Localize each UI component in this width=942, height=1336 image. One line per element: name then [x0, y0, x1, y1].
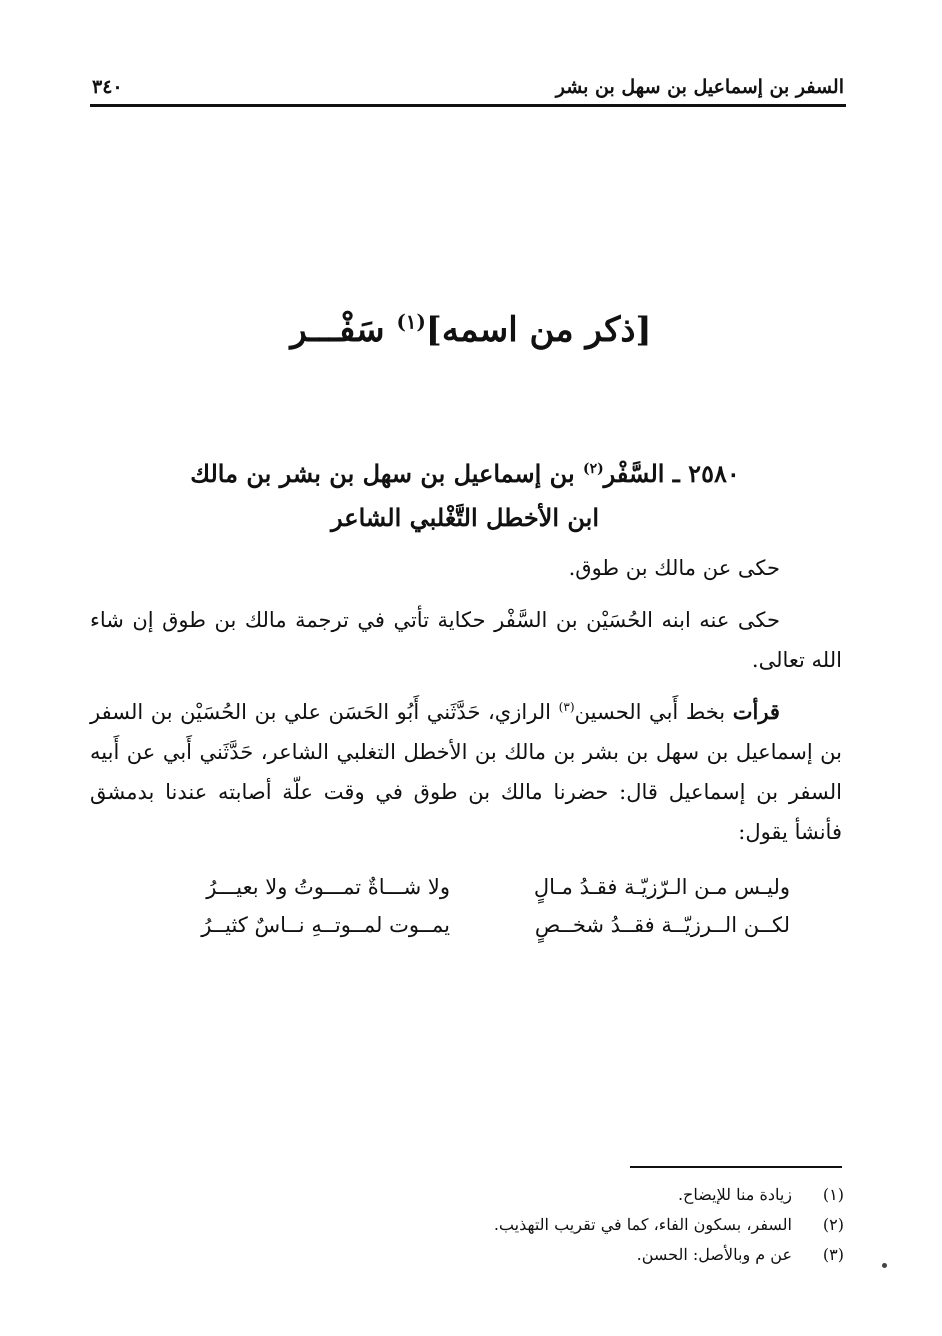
verse-second-hemistich: ولا شـــاةٌ تمـــوتُ ولا بعيـــرُ [206, 875, 450, 899]
running-header [92, 70, 844, 104]
paragraph-3-text-b: الرازي، حَدَّثَني أَبُو الحَسَن علي بن الحُسَيْن بن السفر بن إسماعيل بن سهل بن بشر بن مالك بن الأخطل التغلبي الشاعر، حَدَّثَني أَبي عن أَبيه السفر بن إسماعيل قال: حضرنا مالك بن طوق في وقت علّة أصابته عندنا بدمشق فأنشأ يقول: [90, 700, 842, 844]
footnote-ref-3: (٣) [558, 700, 575, 714]
footnote-number: (١) [822, 1185, 844, 1204]
entry-lineage: بن إسماعيل بن سهل بن بشر بن مالك [190, 459, 575, 488]
footnote-text: السفر، بسكون الفاء، كما في تقريب التهذيب. [493, 1215, 792, 1234]
footnote-ref-1: (١) [396, 309, 426, 334]
footnote-text: زيادة منا للإيضاح. [677, 1185, 792, 1204]
footnote-number: (٢) [822, 1215, 844, 1234]
verse-line [150, 868, 790, 906]
paragraph-2: حكى عنه ابنه الحُسَيْن بن السَّفْر حكاية تأتي في ترجمة مالك بن طوق إن شاء الله تعالى. [90, 608, 842, 672]
footnote-text: عن م وبالأصل: الحسن. [636, 1245, 792, 1264]
entry-heading-line-1 [120, 452, 810, 496]
footnote-item [400, 1240, 844, 1270]
header-rule [90, 104, 846, 107]
verse-second-hemistich: يمــوت لمــوتــهِ نــاسٌ كثيــرُ [201, 913, 450, 937]
entry-number-name: ٢٥٨٠ ـ السَّفْر [603, 459, 740, 488]
poetry-block [150, 868, 790, 944]
verse-first-hemistich: لكــن الــرزيّــة فقــدُ شخــصٍ [534, 913, 790, 937]
chapter-title-name: سَفْـــر [290, 310, 385, 350]
footnote-rule [630, 1166, 842, 1168]
running-title: السفر بن إسماعيل بن سهل بن بشر [555, 76, 844, 98]
footnote-ref-2: (٢) [582, 461, 604, 477]
paragraph-3 [90, 692, 842, 852]
verse-line [150, 906, 790, 944]
margin-mark [882, 1263, 887, 1268]
body-text [90, 548, 842, 864]
page-number: ٣٤٠ [92, 76, 123, 98]
verse-first-hemistich: وليـس مـن الـرّزيّـة فقـدُ مـالٍ [533, 875, 790, 899]
paragraph-1: حكى عن مالك بن طوق. [568, 556, 780, 580]
entry-heading-line-2: ابن الأخطل التَّغْلبي الشاعر [331, 503, 599, 532]
chapter-title [0, 302, 942, 358]
entry-heading [120, 452, 810, 540]
footnote-item [400, 1210, 844, 1240]
footnote-number: (٣) [822, 1245, 844, 1264]
paragraph-3-text-a: بخط أَبي الحسين [574, 700, 726, 724]
chapter-title-prefix: [ذكر من اسمه] [425, 310, 652, 350]
paragraph-3-lead: قرأت [732, 699, 780, 724]
footnote-item [400, 1180, 844, 1210]
footnotes [400, 1180, 844, 1270]
